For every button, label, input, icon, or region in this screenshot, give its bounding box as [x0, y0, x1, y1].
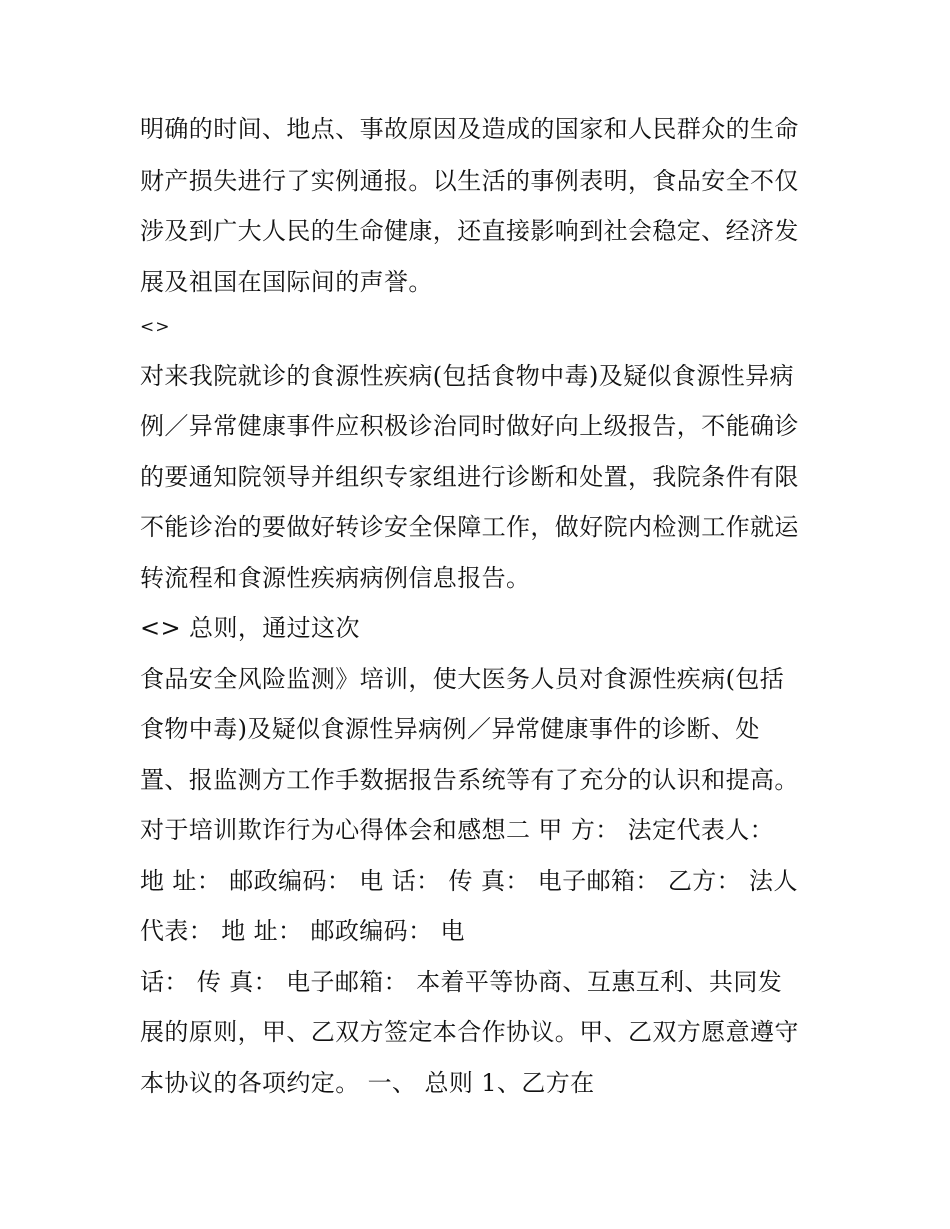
- text-line-13: 食物中毒)及疑似食源性异病例／异常健康事件的诊断、处: [140, 715, 760, 743]
- text-line-8: 的要通知院领导并组织专家组进行诊断和处置，我院条件有限: [140, 463, 799, 491]
- text-line-20: 本协议的各项约定。 一、 总则 1、乙方在: [140, 1069, 595, 1097]
- text-line-6: 对来我院就诊的食源性疾病(包括食物中毒)及疑似食源性异病: [140, 362, 794, 390]
- text-line-3: 涉及到广大人民的生命健康，还直接影响到社会稳定、经济发: [140, 217, 799, 245]
- section-heading-general: <> 总则，通过这次: [140, 614, 360, 642]
- text-line-18: 话： 传 真： 电子邮箱： 本着平等协商、互惠互利、共同发: [140, 968, 783, 996]
- text-line-17: 代表： 地 址： 邮政编码： 电: [140, 917, 465, 945]
- text-line-10: 转流程和食源性疾病病例信息报告。: [140, 564, 531, 592]
- text-line-19: 展的原则，甲、乙双方签定本合作协议。甲、乙双方愿意遵守: [140, 1018, 799, 1046]
- section-marker-1: <>: [140, 317, 171, 337]
- text-line-15: 对于培训欺诈行为心得体会和感想二 甲 方： 法定代表人：: [140, 816, 775, 844]
- text-line-4: 展及祖国在国际间的声誉。: [140, 268, 433, 296]
- text-line-1: 明确的时间、地点、事故原因及造成的国家和人民群众的生命: [140, 115, 799, 143]
- text-line-12: 食品安全风险监测》培训，使大医务人员对食源性疾病(包括: [140, 665, 785, 693]
- text-line-9: 不能诊治的要做好转诊安全保障工作，做好院内检测工作就运: [140, 513, 799, 541]
- text-line-7: 例／异常健康事件应积极诊治同时做好向上级报告，不能确诊: [140, 412, 799, 440]
- text-line-2: 财产损失进行了实例通报。以生活的事例表明，食品安全不仅: [140, 167, 799, 195]
- text-line-16: 地 址： 邮政编码： 电 话： 传 真： 电子邮箱： 乙方： 法人: [140, 867, 798, 895]
- text-line-14: 置、报监测方工作手数据报告系统等有了充分的认识和提高。: [140, 766, 799, 794]
